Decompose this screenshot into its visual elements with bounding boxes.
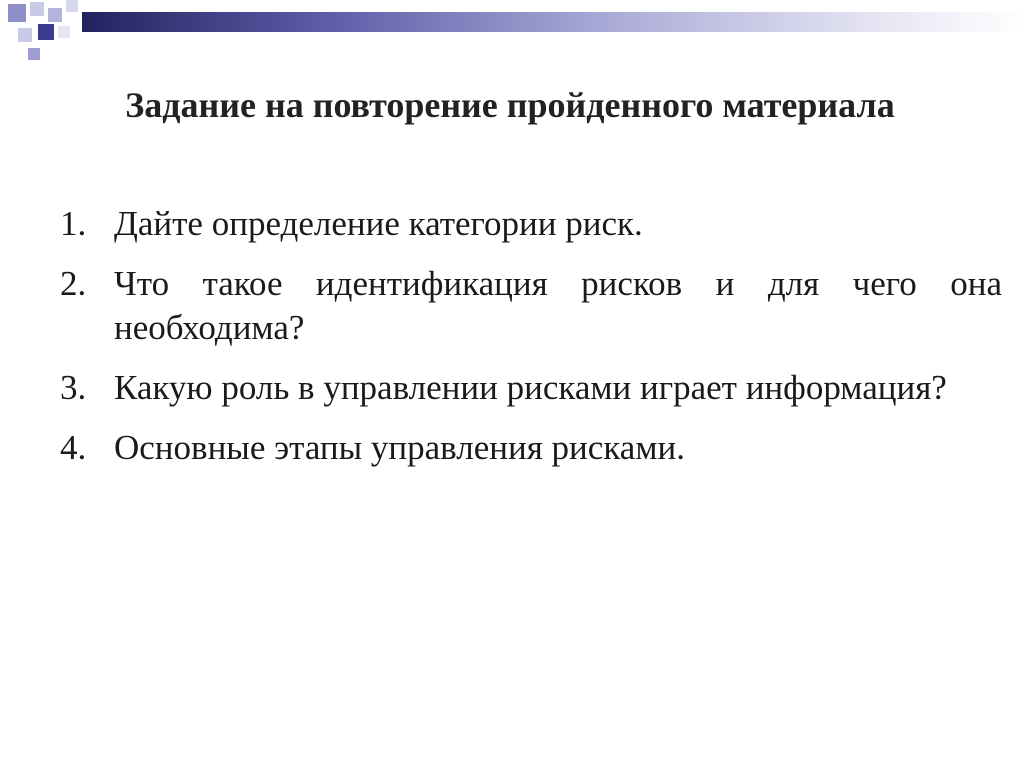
item-text: Дайте определение категории риск. <box>114 204 643 243</box>
decorative-square <box>28 48 40 60</box>
item-number: 1. <box>60 204 87 243</box>
item-text: Что такое идентификация рисков и для чего она необходима? <box>114 264 1002 347</box>
item-number: 2. <box>60 264 87 303</box>
list-item-1 <box>60 202 1002 246</box>
decorative-square <box>48 8 62 22</box>
decorative-header-bar <box>82 12 1024 32</box>
decorative-square <box>30 2 44 16</box>
item-text: Какую роль в управлении рисками играет информация? <box>114 368 947 407</box>
slide-title: Задание на повторение пройденного материала <box>125 85 895 125</box>
decorative-square <box>66 0 78 12</box>
question-list <box>60 202 1002 486</box>
list-item-2 <box>60 262 1002 350</box>
decorative-square <box>18 28 32 42</box>
item-text: Основные этапы управления рисками. <box>114 428 685 467</box>
item-number: 4. <box>60 428 87 467</box>
decorative-square <box>8 4 26 22</box>
decorative-square <box>58 26 70 38</box>
item-number: 3. <box>60 368 87 407</box>
list-item-3 <box>60 366 1002 410</box>
decorative-square <box>38 24 54 40</box>
list-item-4 <box>60 426 1002 470</box>
